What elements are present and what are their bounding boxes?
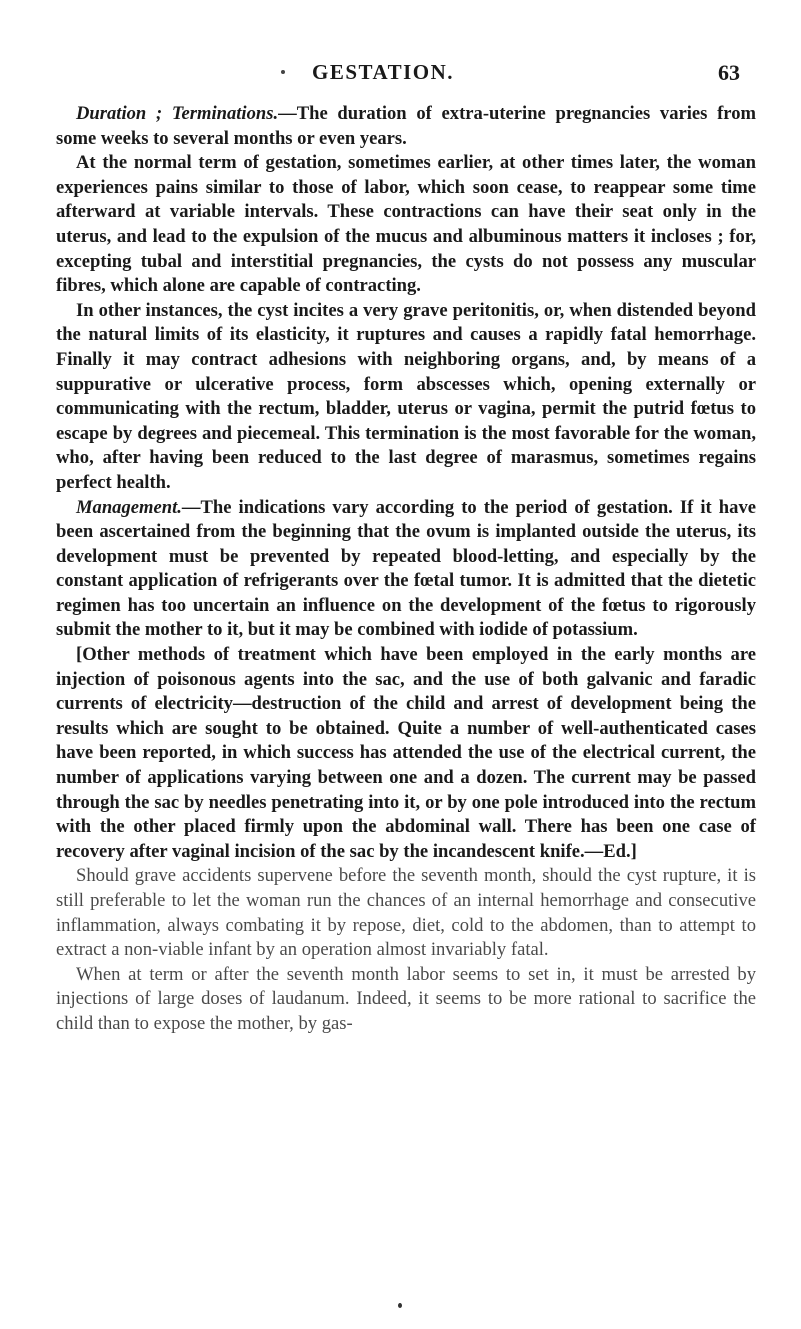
paragraph-text: —The indications vary according to the period of gestation. If it have been ascertained from the beginning that the ovum is implanted outside the uterus, its development must be prevented by repeated blood-letting, and especially by the constant application of refrigerants over the fœtal tumor. It is admitted that the dietetic regimen has too uncertain an influence on the development of the fœtus to rigorously submit the mother to it, but it may be combined with iodide of potassium. [56, 496, 756, 641]
paragraph-editor-note [56, 643, 756, 864]
paragraph-management [56, 496, 756, 644]
paragraph-grave-accidents [56, 864, 756, 962]
page-number: 63 [718, 60, 740, 85]
paragraph-text: [Other methods of treatment which have been employed in the early months are injection of poisonous agents into the sac, and the use of both galvanic and faradic currents of electricity—destruction of the child and arrest of development being the results which are sought to be obtained. Quite a number of well-authenticated cases have been reported, in which success has attended the use of the electrical current, the number of applications varying between one and a dozen. The current may be passed through the sac by needles penetrating into it, or by one pole introduced into the rectum with the other placed firmly upon the abdominal wall. There has been one case of recovery after vaginal incision of the sac by the incandescent knife.—Ed.] [56, 644, 756, 862]
paragraph-normal-term [56, 151, 756, 299]
paragraph-term-labor [56, 963, 756, 1037]
paragraph-text: At the normal term of gestation, sometimes earlier, at other times later, the woman experiences pains similar to those of labor, which soon cease, to reappear some time afterward at variable intervals. These contractions can have their seat only in the uterus, and lead to the expulsion of the mucus and albuminous matters it incloses ; for, excepting tubal and interstitial pregnancies, the cysts do not possess any muscular fibres, which alone are capable of contracting. [56, 152, 756, 297]
section-lead-duration: Duration ; Terminations. [76, 103, 279, 124]
body-text [56, 102, 756, 1037]
paragraph-duration [56, 102, 756, 151]
footer-dot-mark [398, 1303, 402, 1308]
section-lead-management: Management. [76, 496, 182, 518]
paragraph-text: Should grave accidents supervene before the seventh month, should the cyst rupture, it is still preferable to let the woman run the chances of an internal hemorrhage and consecutive inflammation, always combating it by repose, diet, cold to the abdomen, than to attempt to extract a non-viable infant by an operation almost invariably fatal. [56, 865, 756, 961]
paragraph-text: In other instances, the cyst incites a very grave peritonitis, or, when distended beyond the natural limits of its elasticity, it ruptures and causes a rapidly fatal hemorrhage. Finally it may contract adhesions with neighboring organs, and, by means of a suppurative or ulcerative process, form abscesses which, opening externally or communicating with the rectum, bladder, uterus or vagina, permit the putrid fœtus to escape by degrees and piecemeal. This termination is the most favorable for the woman, who, after having been reduced to the last degree of marasmus, sometimes regains perfect health. [56, 299, 756, 493]
paragraph-text: —The duration of extra-uterine pregnancies varies from some weeks to several months or even years. [56, 103, 756, 149]
running-title: GESTATION. [312, 60, 455, 84]
paragraph-text: When at term or after the seventh month labor seems to set in, it must be arrested by injections of large doses of laudanum. Indeed, it seems to be more rational to sacrifice the child than to expose the mother, by gas- [56, 963, 756, 1034]
running-head [0, 60, 801, 92]
paragraph-other-instances [56, 299, 756, 496]
